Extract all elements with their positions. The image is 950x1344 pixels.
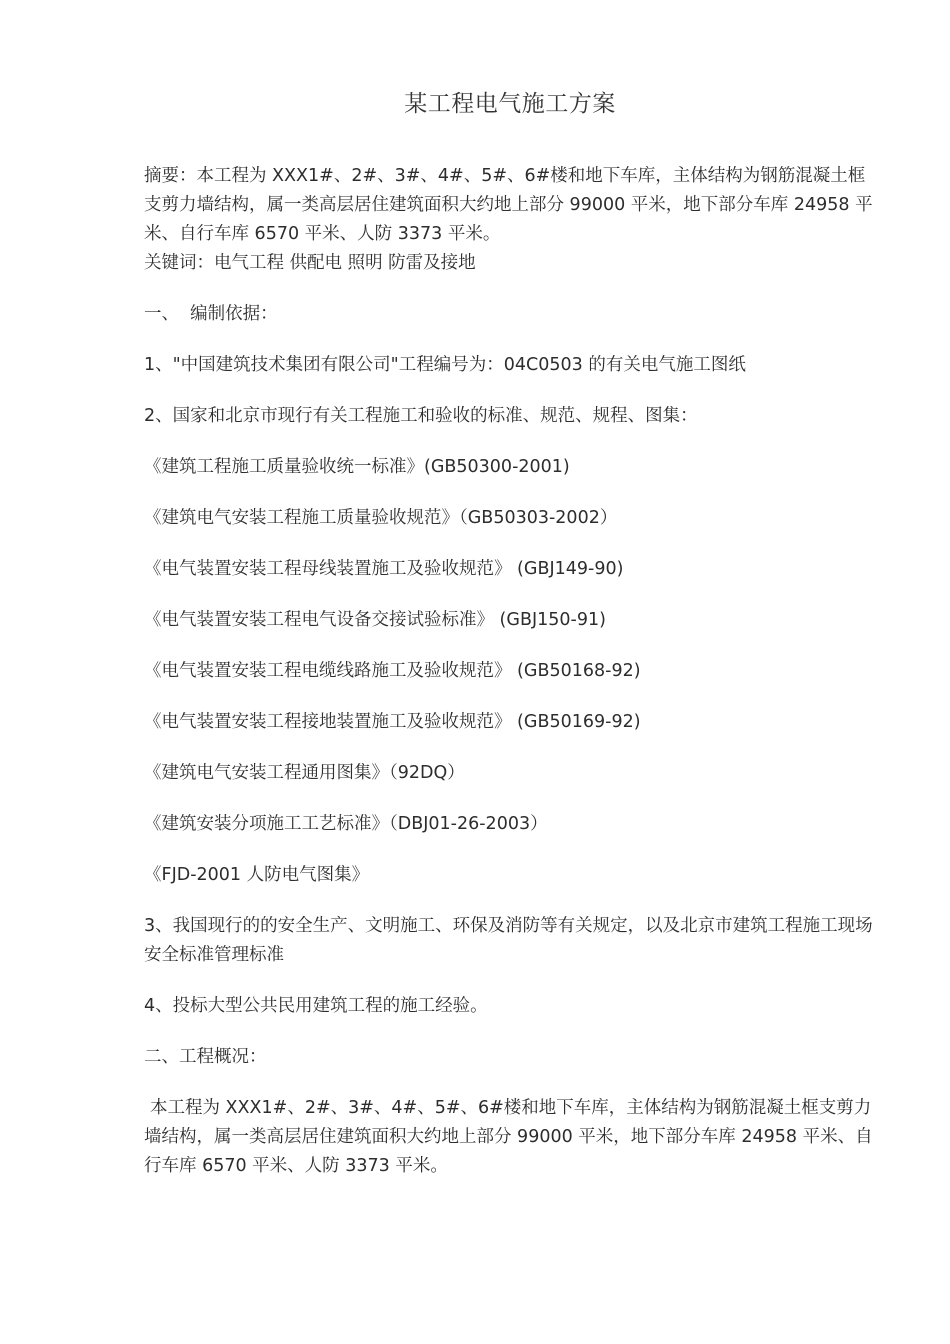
overview-text: 本工程为 XXX1#、2#、3#、4#、5#、6#楼和地下车库，主体结构为钢筋混凝土框支剪力墙结构，属一类高层居住建筑面积大约地上部分 99000 平米，地下部分车库 24958 平米、自行车库 6570 平米、人防 3373 平米。 xyxy=(144,1098,873,1176)
standard-item: 《建筑电气安装工程通用图集》（92DQ） xyxy=(144,763,465,783)
abstract-paragraph: 摘要：本工程为 XXX1#、2#、3#、4#、5#、6#楼和地下车库，主体结构为钢筋混凝土框支剪力墙结构，属一类高层居住建筑面积大约地上部分 99000 平米，地下部分车库 24958 平米、自行车库 6570 平米、人防 3373 平米。 xyxy=(144,166,873,244)
basis-item-2: 2、国家和北京市现行有关工程施工和验收的标准、规范、规程、图集： xyxy=(144,406,698,426)
standard-item: 《建筑电气安装工程施工质量验收规范》（GB50303-2002） xyxy=(144,508,618,528)
basis-item-1: 1、"中国建筑技术集团有限公司"工程编号为：04C0503 的有关电气施工图纸 xyxy=(144,355,746,375)
basis-item-4: 4、投标大型公共民用建筑工程的施工经验。 xyxy=(144,996,488,1016)
document-body xyxy=(144,162,880,1181)
standard-item: 《建筑安装分项施工工艺标准》（DBJ01-26-2003） xyxy=(144,814,548,834)
standard-item: 《电气装置安装工程母线装置施工及验收规范》 (GBJ149-90) xyxy=(144,559,624,579)
section-2-heading: 二、工程概况： xyxy=(144,1047,267,1067)
section-1-heading: 一、 编制依据： xyxy=(144,304,278,324)
standard-item: 《电气装置安装工程电缆线路施工及验收规范》 (GB50168-92) xyxy=(144,661,641,681)
standard-item: 《建筑工程施工质量验收统一标准》(GB50300-2001) xyxy=(144,457,570,477)
document-title: 某工程电气施工方案 xyxy=(404,91,616,117)
keywords-paragraph: 关键词：电气工程 供配电 照明 防雷及接地 xyxy=(144,253,476,273)
standard-item: 《电气装置安装工程接地装置施工及验收规范》 (GB50169-92) xyxy=(144,712,641,732)
standard-item: 《FJD-2001 人防电气图集》 xyxy=(144,865,370,885)
basis-item-3: 3、我国现行的的安全生产、文明施工、环保及消防等有关规定，以及北京市建筑工程施工现场安全标准管理标准 xyxy=(144,916,873,965)
overview-paragraph xyxy=(144,1094,880,1181)
standard-item: 《电气装置安装工程电气设备交接试验标准》 (GBJ150-91) xyxy=(144,610,606,630)
